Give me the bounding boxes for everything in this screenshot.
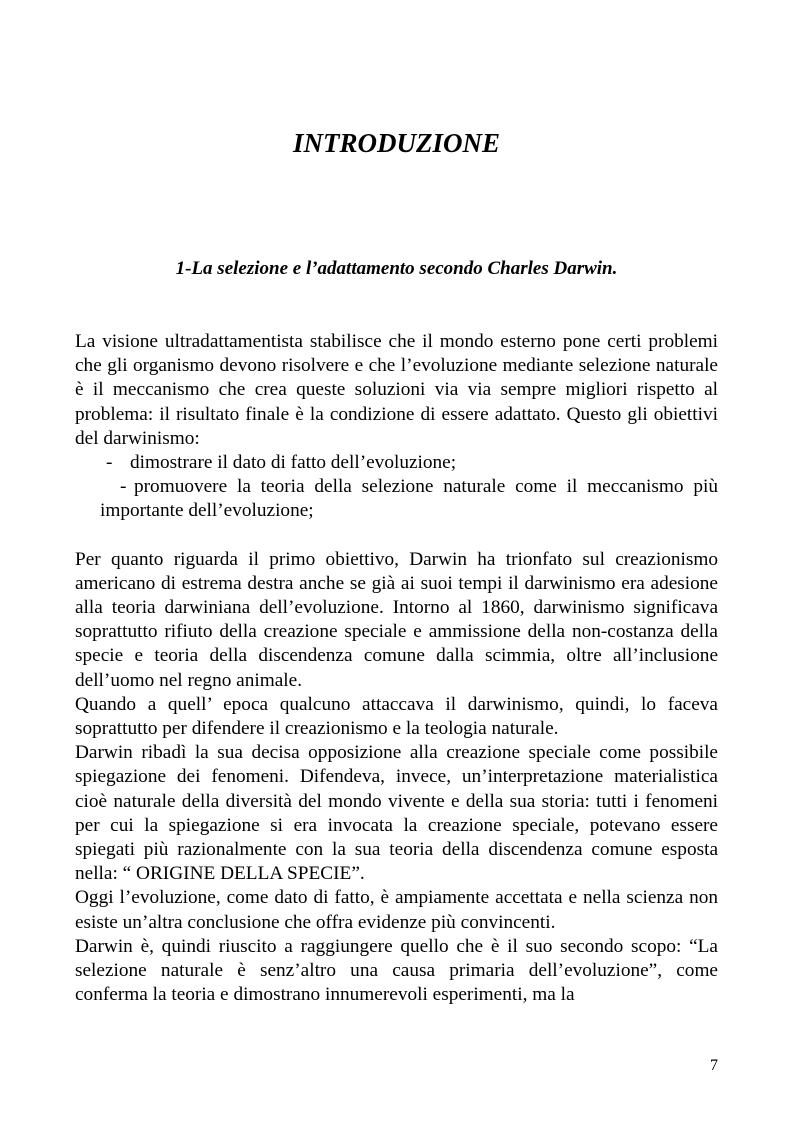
objectives-list — [75, 451, 718, 524]
paragraph-4: Darwin ribadì la sua decisa opposizione alla creazione speciale come possibile spiegazione dei fenomeni. Difendeva, invece, un’interpretazione materialistica cioè naturale della diversità del mondo vivente e della sua storia: tutti i fenomeni per cui la spiegazione si era invocata la creazione speciale, potevano essere spiegati più razionalmente con la sua teoria della discendenza comune esposta nella: “ ORIGINE DELLA SPECIE”. — [75, 742, 718, 885]
page-number: 7 — [710, 1057, 718, 1074]
dash-bullet: - — [106, 452, 113, 474]
list-item-text: dimostrare il dato di fatto dell’evoluzione; — [130, 452, 457, 474]
section-heading: 1-La selezione e l’adattamento secondo Charles Darwin. — [175, 258, 618, 279]
paragraph-3: Quando a quell’ epoca qualcuno attaccava il darwinismo, quindi, lo faceva soprattutto per difendere il creazionismo e la teologia naturale. — [75, 693, 718, 740]
paragraph-1: La visione ultradattamentista stabilisce che il mondo esterno pone certi problemi che gli organismo devono risolvere e che l’evoluzione mediante selezione naturale è il meccanismo che crea queste soluzioni via via sempre migliori rispetto al problema: il risultato finale è la condizione di essere adattato. Questo gli obiettivi del darwinismo: — [75, 331, 718, 449]
paragraph-2: Per quanto riguarda il primo obiettivo, Darwin ha trionfato sul creazionismo americano di estrema destra anche se già ai suoi tempi il darwinismo era adesione alla teoria darwiniana dell’evoluzione. Intorno al 1860, darwinismo significava soprattutto rifiuto della creazione speciale e ammissione della non-costanza della specie e teoria della discendenza comune dalla scimmia, oltre all’inclusione dell’uomo nel regno animale. — [75, 548, 718, 691]
dash-bullet: - — [120, 476, 127, 498]
paragraph-6: Darwin è, quindi riuscito a raggiungere quello che è il suo secondo scopo: “La selezione naturale è senz’altro una causa primaria dell’evoluzione”, come conferma la teoria e dimostrano innumerevoli esperimenti, ma la — [75, 935, 718, 1006]
paragraph-5: Oggi l’evoluzione, come dato di fatto, è ampiamente accettata e nella scienza non esiste un’altra conclusione che offra evidenze più convincenti. — [75, 887, 718, 933]
page-title: INTRODUZIONE — [292, 128, 500, 158]
list-item — [75, 475, 718, 523]
list-item — [75, 451, 718, 475]
list-item-text: promuovere la teoria della selezione naturale come il meccanismo più importante dell’evoluzione; — [100, 476, 718, 522]
paragraph-gap — [75, 524, 718, 548]
document-body — [75, 330, 718, 1007]
